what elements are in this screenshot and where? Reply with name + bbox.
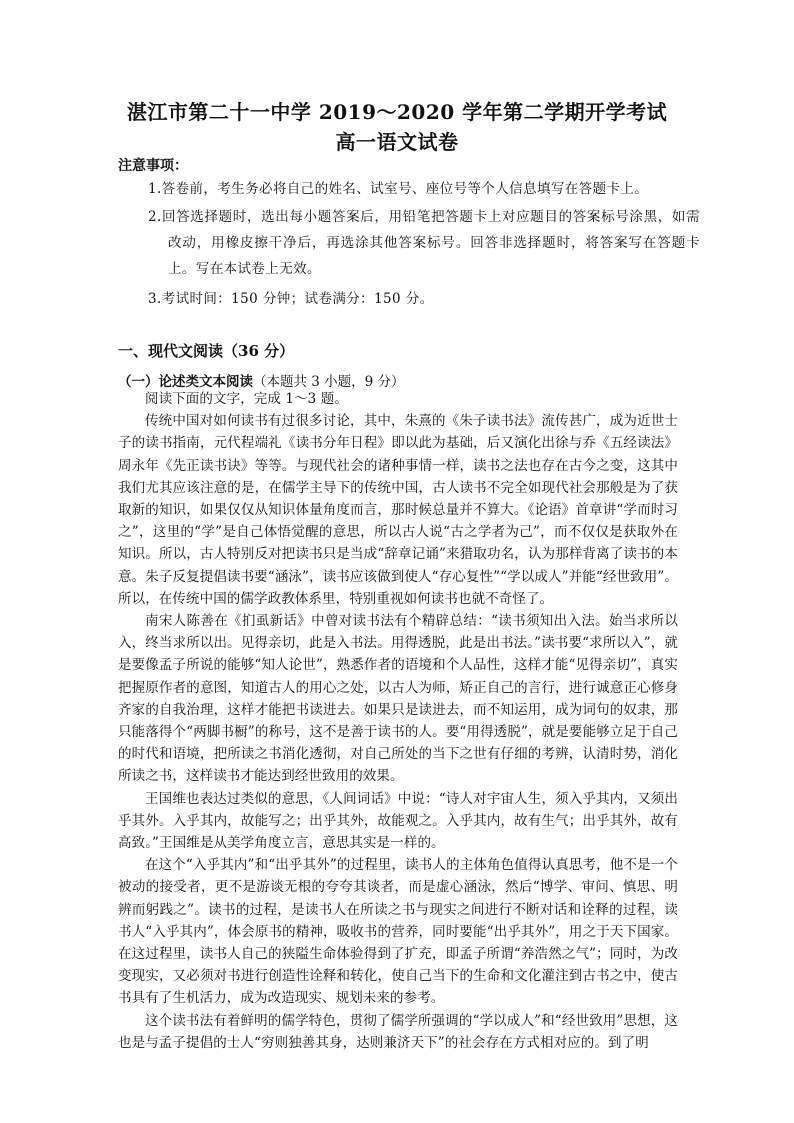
exam-subtitle: 高一语文试卷 <box>335 130 459 154</box>
notes-heading: 注意事项： <box>118 158 188 174</box>
subsection-heading <box>118 370 405 390</box>
passage-instruction: 阅读下面的文字，完成 1～3 题。 <box>145 391 348 407</box>
reading-passage <box>118 388 678 1054</box>
note-item-2: 2.回答选择题时，选出每小题答案后，用铅笔把答题卡上对应题目的答案标号涂黑，如需改动，用橡皮擦干净后，再选涂其他答案标号。回答非选择题时，将答案写在答题卡上。写在本试卷上无效。 <box>148 209 700 277</box>
passage-paragraph-5: 这个读书法有着鲜明的儒学特色，贯彻了儒学所强调的“学以成人”和“经世致用”思想，这也是与孟子提倡的士人“穷则独善其身，达则兼济天下”的社会存在方式相对应的。到了明 <box>118 1012 678 1051</box>
passage-paragraph-4: 在这个“入乎其内”和“出乎其外”的过程里，读书人的主体角色值得认真思考，他不是一个被动的接受者，更不是游谈无根的夸夸其谈者，而是虚心涵泳，然后“博学、审问、慎思、明辨而躬践之”。读书的过程，是读书人在所读之书与现实之间进行不断对话和诠释的过程，读书人“入乎其内”，体会原书的精神，吸收书的营养，同时要能“出乎其外”，用之于天下国家。在这过程里，读书人自己的狭隘生命体验得到了扩充，即孟子所谓“养浩然之气”；同时，为改变现实，又必须对书进行创造性诠释和转化，使自己当下的生命和文化灌注到古书之中，使古书具有了生机活力，成为改造现实、规划未来的参考。 <box>118 857 678 1007</box>
passage-paragraph-3: 王国维也表达过类似的意思，《人间词话》中说：“诗人对宇宙人生，须入乎其内，又须出乎其外。入乎其内，故能写之；出乎其外，故能观之。入乎其内，故有生气；出乎其外，故有高致。”王国维是从美学角度立言，意思其实是一样的。 <box>118 790 678 852</box>
exam-title: 湛江市第二十一中学 2019～2020 学年第二学期开学考试 <box>126 100 668 124</box>
section-heading: 一、现代文阅读（36 分） <box>118 342 295 360</box>
subsection-note: （本题共 3 小题，9 分） <box>253 374 405 390</box>
subsection-title: （一）论述类文本阅读 <box>118 374 253 390</box>
passage-paragraph-2: 南宋人陈善在《扪虱新话》中曾对读书法有个精辟总结：“读书须知出入法。始当求所以入，终当求所以出。见得亲切，此是入书法。用得透脱，此是出书法。”读书要“求所以入”，就是要像孟子所说的能够“知人论世”，熟悉作者的语境和个人品性，这样才能“见得亲切”，真实把握原作者的意图，知道古人的用心之处，以古人为师，矫正自己的言行，进行诚意正心修身齐家的自我治理，这样才能把书读进去。如果只是读进去，而不知运用，成为词句的奴隶，那只能落得个“两脚书橱”的称号，这不是善于读书的人。要“用得透脱”，就是要能够立足于自己的时代和语境，把所读之书消化透彻，对自己所处的当下之世有仔细的考辨，认清时势，消化所读之书，这样读书才能达到经世致用的效果。 <box>118 613 678 785</box>
passage-paragraph-1: 传统中国对如何读书有过很多讨论，其中，朱熹的《朱子读书法》流传甚广，成为近世士子的读书指南，元代程端礼《读书分年日程》即以此为基础，后又演化出徐与乔《五经读法》周永年《先正读书诀》等等。与现代社会的诸种事情一样，读书之法也存在古今之变，这其中我们尤其应该注意的是，在儒学主导下的传统中国，古人读书不完全如现代社会那般是为了获取新的知识，如果仅仅从知识体量角度而言，那时候总量并不算大。《论语》首章讲“学而时习之”，这里的“学”是自己体悟觉醒的意思，所以古人说“古之学者为己”，而不仅仅是获取外在知识。所以，古人特别反对把读书只是当成“辞章记诵”来猎取功名，认为那样背离了读书的本意。朱子反复提倡读书要“涵泳”，读书应该做到使人“存心复性”“学以成人”并能“经世致用”。所以，在传统中国的儒学政教体系里，特别重视如何读书也就不奇怪了。 <box>118 413 678 607</box>
note-item-3: 3.考试时间：150 分钟；试卷满分：150 分。 <box>148 291 434 307</box>
note-item-1: 1.答卷前，考生务必将自己的姓名、试室号、座位号等个人信息填写在答题卡上。 <box>148 181 649 197</box>
